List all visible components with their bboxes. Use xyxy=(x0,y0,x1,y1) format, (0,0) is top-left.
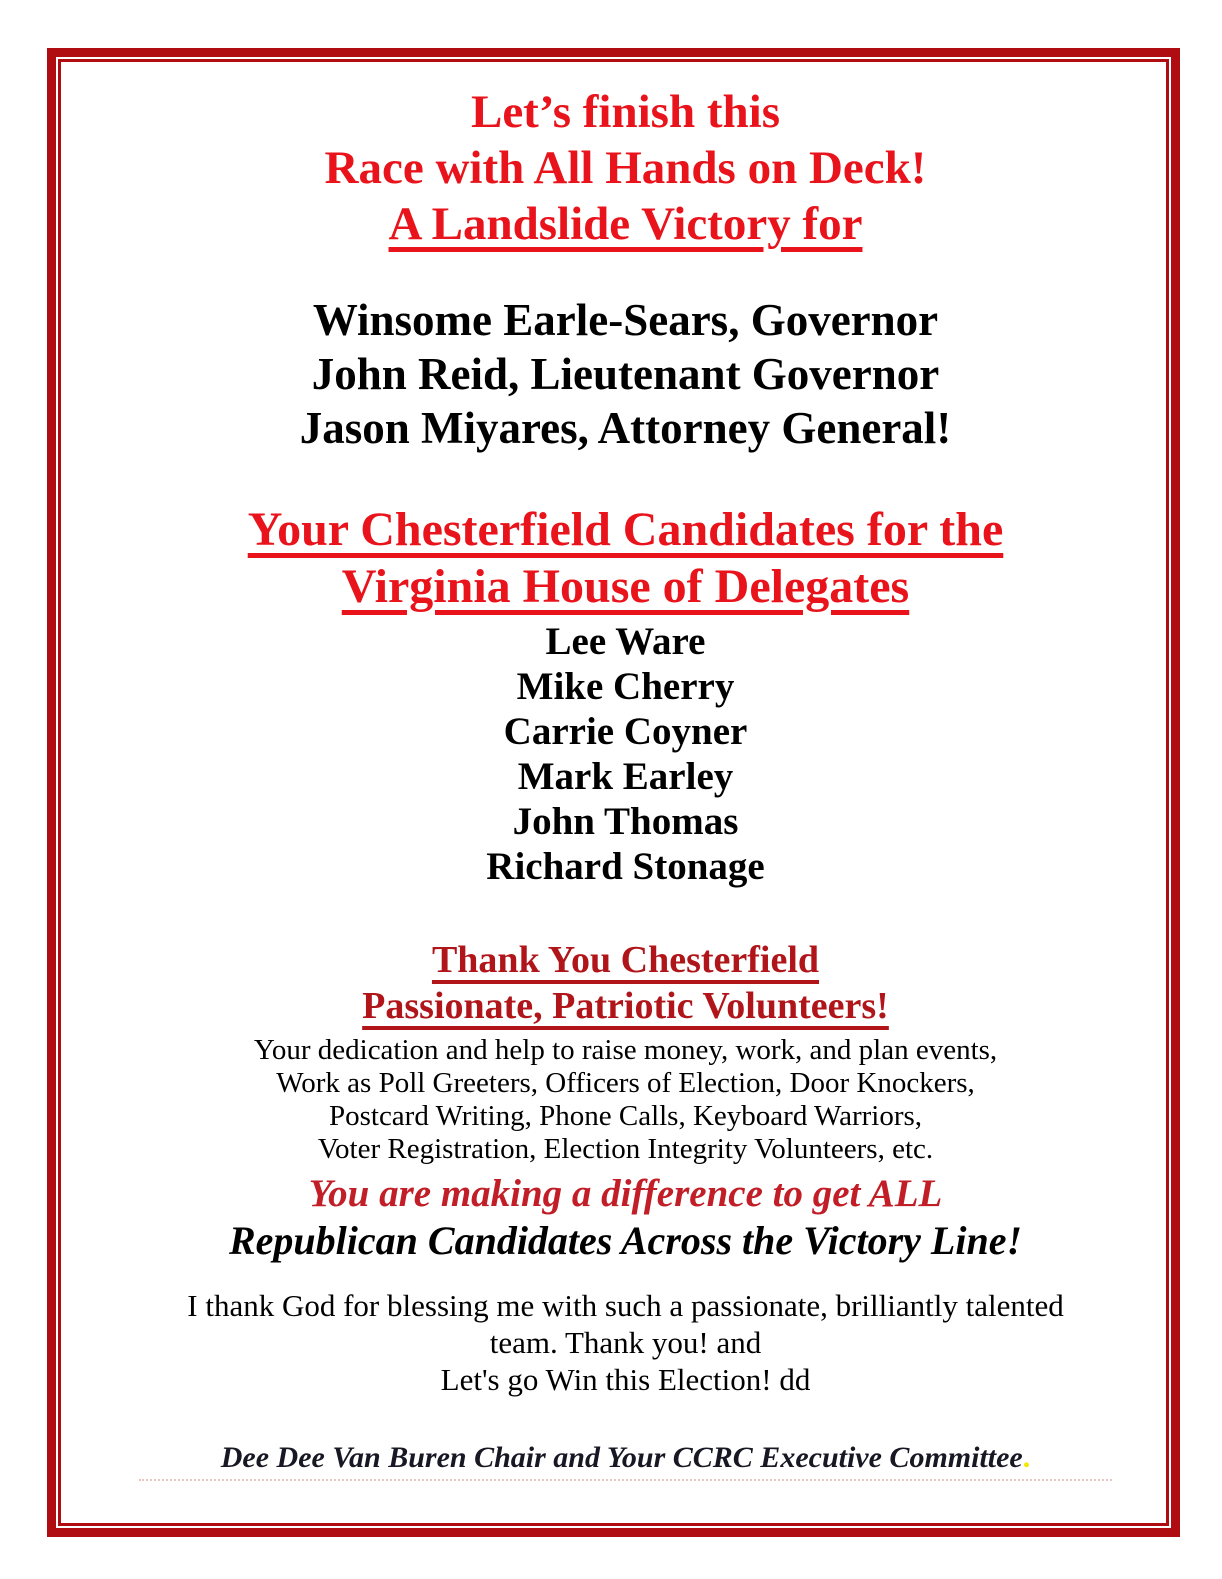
signature-line xyxy=(85,1440,1166,1476)
delegate-name: John Thomas xyxy=(512,800,739,843)
delegates-heading-line-1: Your Chesterfield Candidates for the xyxy=(247,503,1004,556)
volunteer-activities xyxy=(85,1034,1166,1166)
closing-line-1: I thank God for blessing me with such a passionate, brilliantly talented xyxy=(187,1288,1064,1323)
flyer-content xyxy=(61,62,1166,1523)
closing-line-2: team. Thank you! and xyxy=(489,1325,762,1360)
volunteers-heading-line-1: Thank You Chesterfield xyxy=(431,939,820,981)
delegate-name: Carrie Coyner xyxy=(503,710,748,753)
volunteers-heading xyxy=(85,937,1166,1029)
faint-divider xyxy=(139,1479,1112,1481)
delegate-name: Mike Cherry xyxy=(516,665,735,708)
candidate-governor: Winsome Earle-Sears, Governor xyxy=(312,295,939,345)
delegate-name: Lee Ware xyxy=(545,620,706,663)
statewide-candidates xyxy=(85,293,1166,455)
delegates-heading xyxy=(85,501,1166,615)
headline xyxy=(85,84,1166,252)
decorative-border-inner-line xyxy=(58,59,1169,1526)
delegates-list xyxy=(85,619,1166,889)
headline-line-1: Let’s finish this xyxy=(470,86,781,138)
volunteer-activities-line-2: Work as Poll Greeters, Officers of Election, Door Knockers, xyxy=(276,1067,975,1099)
signature-text: Dee Dee Van Buren Chair and Your CCRC Executive Committee xyxy=(220,1441,1023,1474)
closing-message xyxy=(85,1287,1166,1398)
decorative-border xyxy=(47,48,1180,1537)
delegate-name: Mark Earley xyxy=(517,755,734,798)
volunteer-activities-line-1: Your dedication and help to raise money, work, and plan events, xyxy=(253,1034,998,1066)
emphasis-line-black: Republican Candidates Across the Victory Line! xyxy=(228,1218,1023,1263)
delegate-name: Richard Stonage xyxy=(486,845,765,888)
headline-line-2: Race with All Hands on Deck! xyxy=(324,142,927,194)
volunteers-heading-line-2: Passionate, Patriotic Volunteers! xyxy=(362,985,889,1027)
headline-line-3-underlined: A Landslide Victory for xyxy=(388,198,863,250)
volunteer-activities-line-4: Voter Registration, Election Integrity Volunteers, etc. xyxy=(317,1133,934,1165)
signature-period: . xyxy=(1022,1441,1031,1474)
closing-line-3: Let's go Win this Election! dd xyxy=(440,1362,811,1397)
candidate-attorney-general: Jason Miyares, Attorney General! xyxy=(299,403,952,453)
candidate-lieutenant-governor: John Reid, Lieutenant Governor xyxy=(311,349,940,399)
emphasis-line-red: You are making a difference to get ALL xyxy=(308,1172,943,1215)
delegates-heading-line-2: Virginia House of Delegates xyxy=(341,560,910,613)
volunteer-activities-line-3: Postcard Writing, Phone Calls, Keyboard Warriors, xyxy=(328,1100,923,1132)
